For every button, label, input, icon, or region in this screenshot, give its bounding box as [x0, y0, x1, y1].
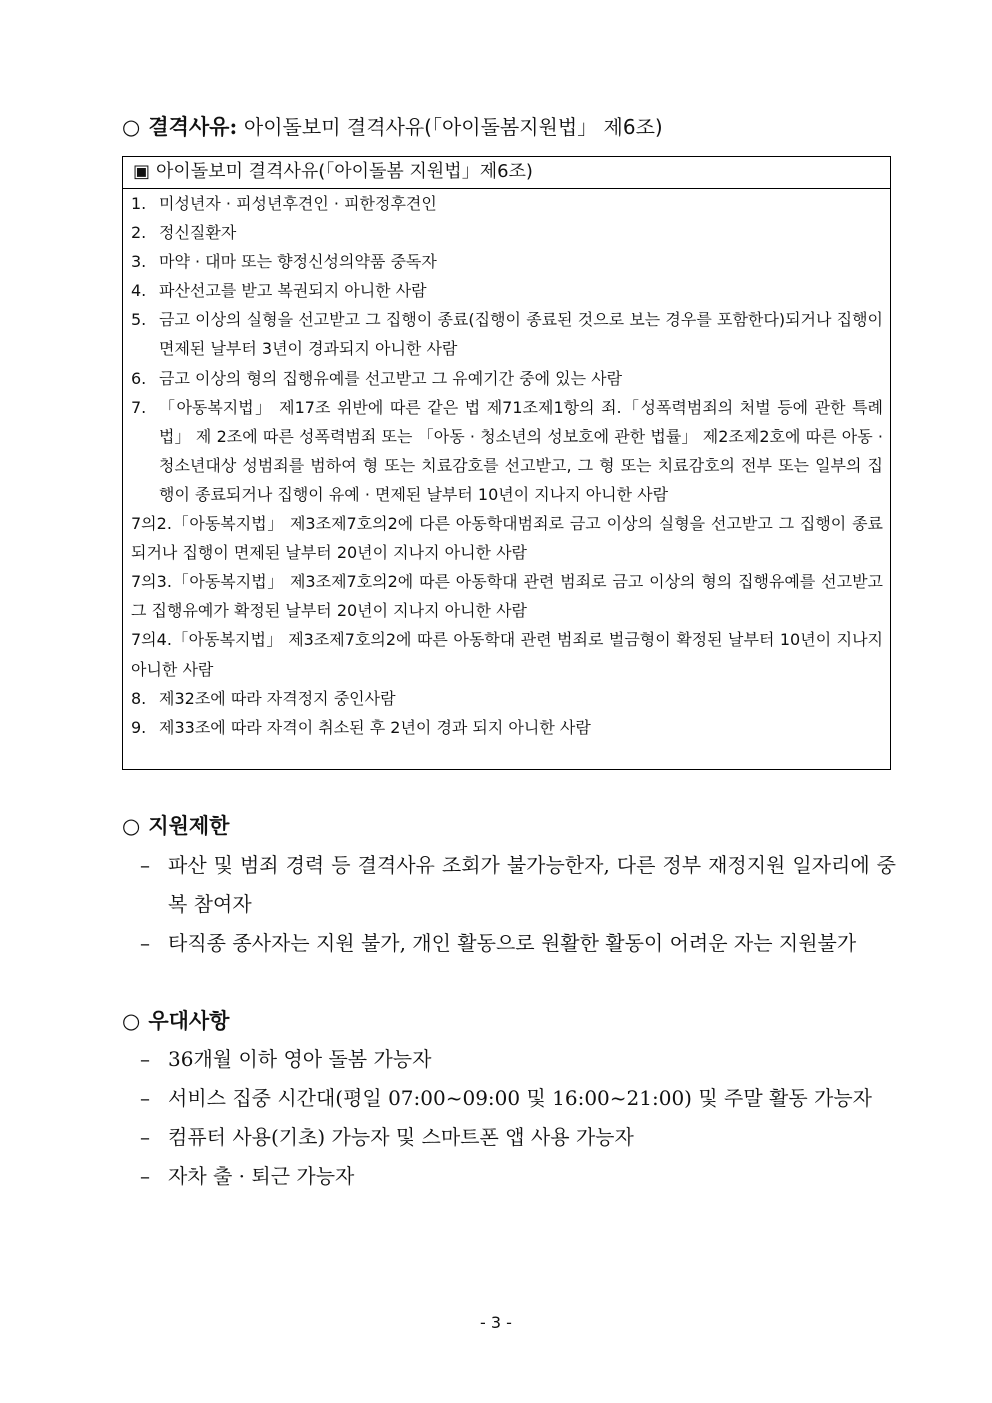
dash-bullet-icon: –: [140, 853, 150, 877]
item-number: 7의3.: [131, 572, 172, 592]
list-item: [131, 684, 883, 713]
item-number: 7.: [131, 397, 147, 417]
section-title: 우대사항: [148, 1008, 230, 1033]
disqualification-box: [122, 156, 891, 770]
item-number: 7의4.: [131, 630, 172, 650]
list-item: [131, 218, 883, 247]
item-text: 금고 이상의 형의 집행유예를 선고받고 그 유예기간 중에 있는 사람: [159, 368, 623, 388]
item-number: 2.: [131, 223, 147, 243]
item-text: 제32조에 따라 자격정지 중인사람: [159, 688, 396, 708]
list-item: [140, 1157, 896, 1196]
bullet-text: 파산 및 범죄 경력 등 결격사유 조회가 불가능한자, 다른 정부 재정지원 일자리에 중복 참여자: [168, 853, 896, 916]
circle-bullet-icon: ○: [122, 1009, 141, 1033]
list-item: [131, 189, 883, 218]
bullet-text: 서비스 집중 시간대(평일 07:00~09:00 및 16:00~21:00) 및 주말 활동 가능자: [168, 1086, 872, 1110]
list-item: [131, 247, 883, 276]
bullet-text: 자차 출 · 퇴근 가능자: [168, 1164, 355, 1188]
item-number: 7의2.: [131, 514, 172, 534]
list-item: [140, 924, 896, 963]
list-item: [140, 846, 896, 924]
item-number: 6.: [131, 368, 147, 388]
item-text: 「아동복지법」 제17조 위반에 따른 같은 법 제71조제1항의 죄.「성폭력범죄의 처벌 등에 관한 특례법」 제 2조에 따른 성폭력범죄 또는 「아동 · 청소년의 성보호에 관한 법률」 제2조제2호에 따른 아동 · 청소년대상 성범죄를 범하여 형 또는 치료감호를 선고받고, 그 형 또는 치료감호의 전부 또는 일부의 집행이 종료되거나 집행이 유예 · 면제된 날부터 10년이 지나지 아니한 사람: [159, 397, 883, 504]
list-item: [140, 1079, 896, 1118]
circle-bullet-icon: ○: [122, 814, 141, 838]
item-number: 8.: [131, 688, 147, 708]
dash-bullet-icon: –: [140, 1164, 150, 1188]
item-number: 4.: [131, 281, 147, 301]
list-item: [131, 625, 883, 683]
box-header-title: 아이돌보미 결격사유(「아이돌봄 지원법」제6조): [156, 161, 533, 182]
preferences-list: [140, 1040, 896, 1196]
dash-bullet-icon: –: [140, 1047, 150, 1071]
section-title: 결격사유:: [148, 114, 238, 139]
list-item: [140, 1040, 896, 1079]
page-number: - 3 -: [480, 1313, 512, 1332]
bullet-text: 36개월 이하 영아 돌봄 가능자: [168, 1047, 432, 1071]
list-item: [131, 276, 883, 305]
list-item: [131, 393, 883, 509]
item-number: 9.: [131, 717, 147, 737]
item-text: 미성년자 · 피성년후견인 · 피한정후견인: [159, 194, 437, 213]
item-number: 3.: [131, 252, 147, 272]
list-item: [131, 567, 883, 625]
item-text: 마약 · 대마 또는 향정신성의약품 중독자: [159, 252, 437, 272]
bullet-text: 타직종 종사자는 지원 불가, 개인 활동으로 원활한 활동이 어려운 자는 지원불가: [168, 931, 857, 955]
dash-bullet-icon: –: [140, 931, 150, 955]
section-heading-disqualification: [122, 112, 663, 142]
list-item: [131, 305, 883, 363]
list-item: [131, 509, 883, 567]
item-text: 정신질환자: [159, 223, 237, 243]
list-item: [140, 1118, 896, 1157]
section-heading-preferences: [122, 1006, 229, 1036]
list-item: [131, 713, 883, 742]
section-subtitle: 아이돌보미 결격사유(「아이돌봄지원법」 제6조): [243, 115, 663, 139]
restrictions-list: [140, 846, 896, 963]
item-text: 「아동복지법」 제3조제7호의2에 따른 아동학대 관련 범죄로 벌금형이 확정된 날부터 10년이 지나지 아니한 사람: [131, 630, 883, 679]
item-text: 파산선고를 받고 복권되지 아니한 사람: [159, 281, 427, 301]
item-text: 제33조에 따라 자격이 취소된 후 2년이 경과 되지 아니한 사람: [159, 717, 591, 737]
item-text: 「아동복지법」 제3조제7호의2에 다른 아동학대범죄로 금고 이상의 실형을 선고받고 그 집행이 종료되거나 집행이 면제된 날부터 20년이 지나지 아니한 사람: [131, 514, 883, 563]
dash-bullet-icon: –: [140, 1086, 150, 1110]
dash-bullet-icon: –: [140, 1125, 150, 1149]
item-number: 5.: [131, 310, 147, 330]
section-heading-restrictions: [122, 811, 229, 841]
item-number: 1.: [131, 194, 147, 213]
item-text: 「아동복지법」 제3조제7호의2에 따른 아동학대 관련 범죄로 금고 이상의 형의 집행유예를 선고받고 그 집행유예가 확정된 날부터 20년이 지나지 아니한 사람: [131, 572, 883, 621]
box-header: [123, 157, 890, 189]
item-text: 금고 이상의 실형을 선고받고 그 집행이 종료(집행이 종료된 것으로 보는 경우를 포함한다)되거나 집행이 면제된 날부터 3년이 경과되지 아니한 사람: [159, 310, 883, 359]
section-title: 지원제한: [148, 813, 230, 838]
box-body: [123, 189, 890, 742]
list-item: [131, 364, 883, 393]
bullet-text: 컴퓨터 사용(기초) 가능자 및 스마트폰 앱 사용 가능자: [168, 1125, 634, 1149]
square-bullet-icon: ▣: [133, 161, 151, 182]
circle-bullet-icon: ○: [122, 115, 141, 139]
